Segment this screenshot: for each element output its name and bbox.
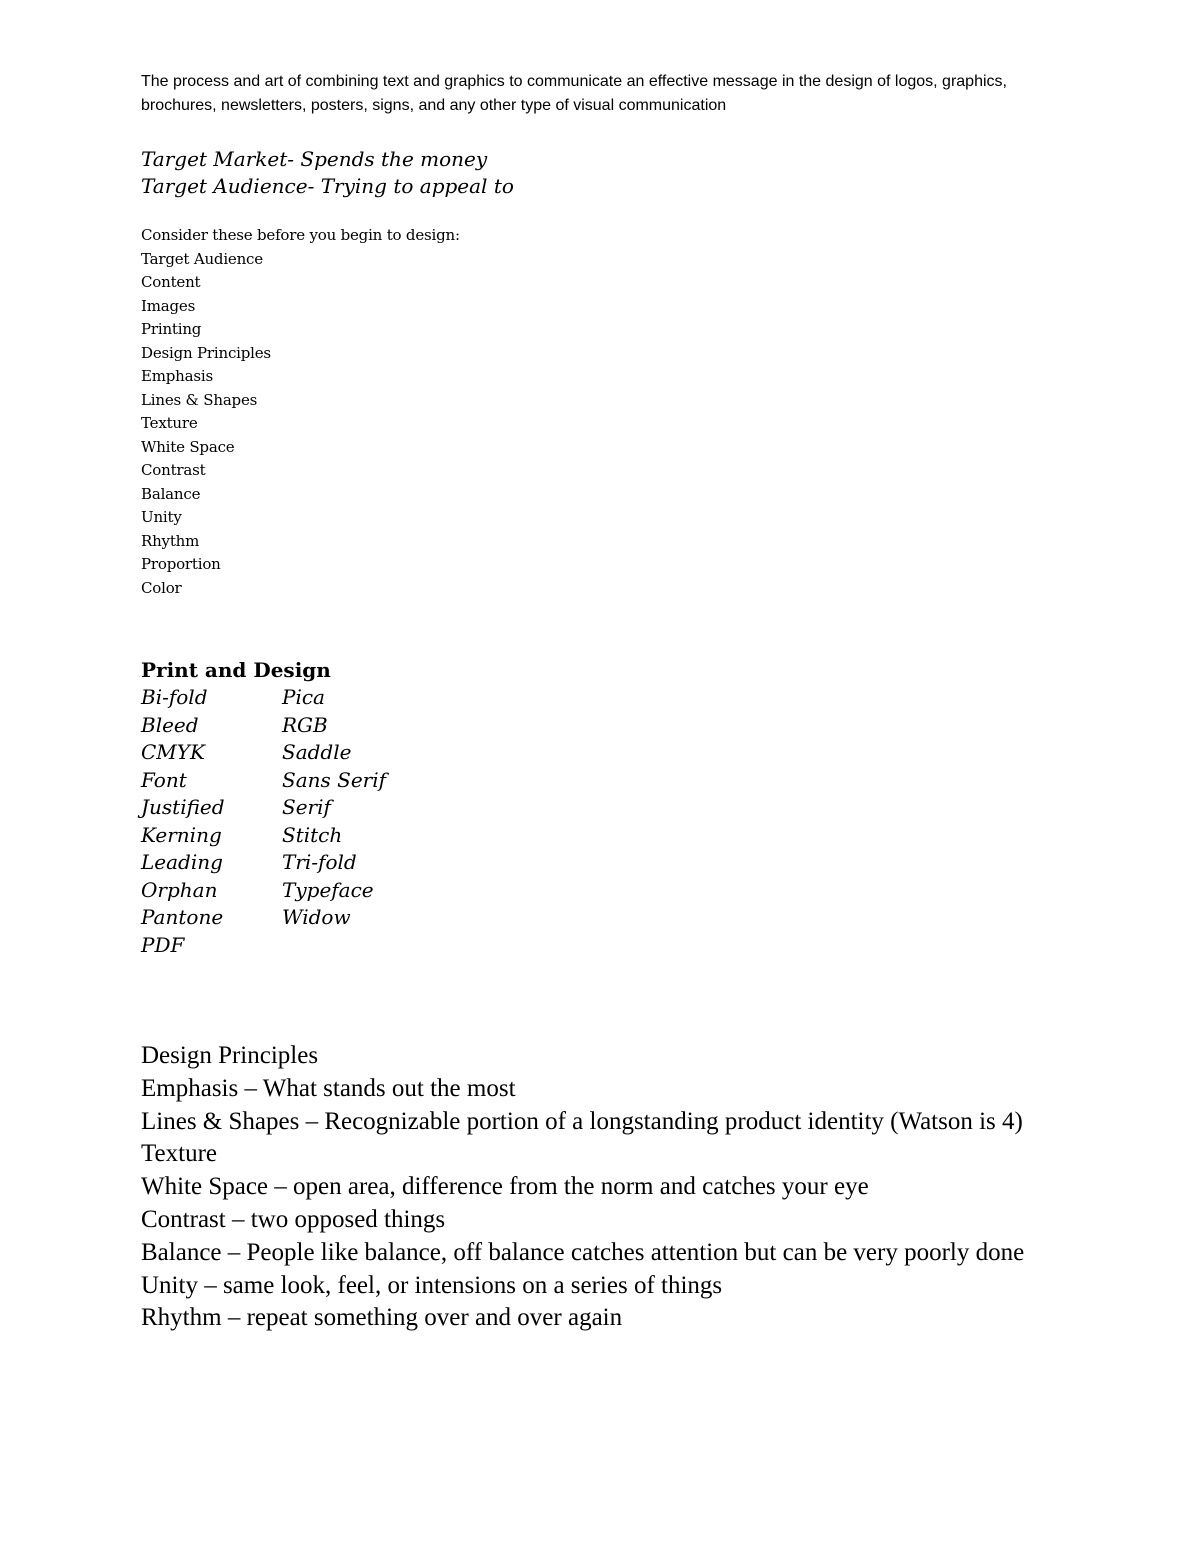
print-term: Bi-fold — [141, 685, 208, 709]
consider-item: Rhythm — [141, 531, 200, 550]
consider-item: Unity — [141, 508, 182, 526]
print-design-heading: Print and Design — [141, 658, 331, 682]
print-term: Sans Serif — [282, 767, 387, 792]
consider-item: Contrast — [141, 461, 206, 479]
consider-item: Content — [141, 273, 201, 291]
principle-item: White Space – open area, difference from the norm and catches your eye — [141, 1173, 869, 1201]
target-market-line: Target Market- Spends the money — [141, 147, 488, 171]
principle-item: Rhythm – repeat something over and over again — [141, 1304, 623, 1332]
print-term: Saddle — [282, 740, 352, 764]
principle-item: Lines & Shapes – Recognizable portion of a longstanding product identity (Watson is 4) — [141, 1107, 1023, 1135]
consider-item: Balance — [141, 484, 201, 503]
consider-item: Target Audience — [141, 249, 263, 268]
consider-item: Color — [141, 578, 182, 597]
print-term: Leading — [141, 850, 223, 874]
print-term: PDF — [141, 932, 185, 957]
print-term: Kerning — [141, 822, 222, 847]
print-term: Stitch — [282, 822, 343, 847]
intro-paragraph: The process and art of combining text and graphics to communicate an effective message in the design of logos, graphics, brochures, newsletters, posters, signs, and any other type of visual communication — [141, 73, 1007, 114]
principle-item: Unity – same look, feel, or intensions on a series of things — [141, 1271, 723, 1299]
consider-item: Texture — [141, 414, 198, 432]
principle-item: Balance – People like balance, off balance catches attention but can be very poorly done — [141, 1238, 1025, 1266]
consider-list — [141, 224, 460, 600]
principle-item: Texture — [141, 1140, 217, 1168]
consider-item: Emphasis — [141, 367, 213, 385]
print-term: Justified — [141, 795, 225, 819]
print-term: Bleed — [141, 712, 199, 737]
consider-item: Images — [141, 296, 196, 315]
print-term: Pica — [282, 685, 325, 709]
design-principles-heading: Design Principles — [141, 1042, 319, 1069]
print-term: Orphan — [141, 877, 218, 902]
principle-item: Contrast – two opposed things — [141, 1205, 446, 1233]
print-term: RGB — [282, 712, 328, 737]
print-term: Pantone — [141, 905, 224, 929]
consider-item: Printing — [141, 320, 202, 338]
print-term: Typeface — [282, 877, 374, 902]
target-definitions — [141, 146, 514, 200]
print-terms-left-column — [141, 684, 225, 959]
print-term: Serif — [282, 795, 331, 819]
consider-item: Design Principles — [141, 343, 271, 362]
target-audience-line: Target Audience- Trying to appeal to — [141, 174, 514, 198]
consider-item: Lines & Shapes — [141, 390, 258, 409]
consider-heading: Consider these before you begin to design: — [141, 226, 460, 244]
print-term: Font — [141, 767, 187, 792]
print-term: Widow — [282, 905, 351, 929]
consider-item: White Space — [141, 437, 235, 456]
print-terms-right-column — [282, 684, 386, 932]
print-term: CMYK — [141, 740, 205, 764]
print-term: Tri-fold — [282, 850, 357, 874]
consider-item: Proportion — [141, 555, 221, 573]
design-principles-section — [141, 1040, 1061, 1335]
principle-item: Emphasis – What stands out the most — [141, 1074, 516, 1102]
